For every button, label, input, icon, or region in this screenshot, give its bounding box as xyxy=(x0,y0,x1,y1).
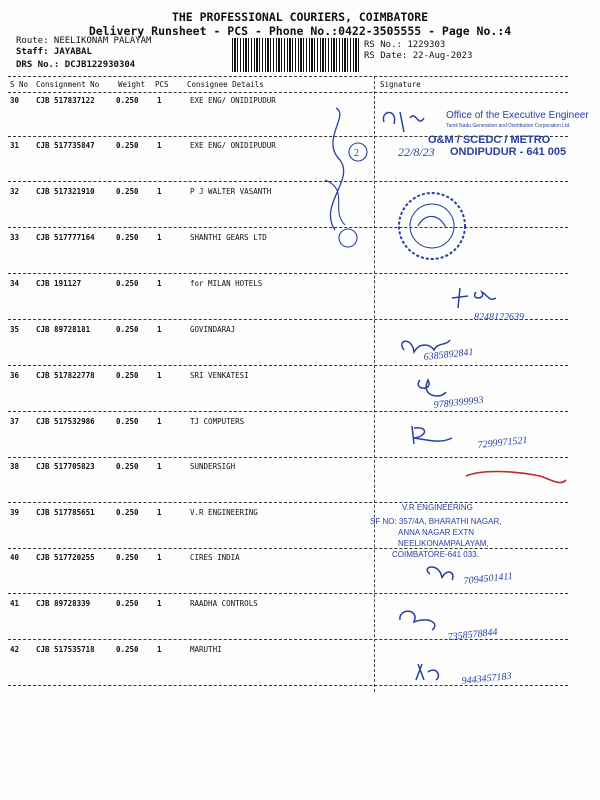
row-sno: 37 xyxy=(10,417,20,426)
firm-stamp-line2: SF NO: 357/4A, BHARATHI NAGAR, xyxy=(370,517,502,526)
phone-37: 7299971521 xyxy=(477,434,529,451)
row-consignee: SUNDERSIGH xyxy=(190,462,236,471)
row-weight: 0.250 xyxy=(116,187,139,196)
row-weight: 0.250 xyxy=(116,599,139,608)
signature-40 xyxy=(427,567,453,580)
row-consignment-no: CJB 517705823 xyxy=(36,462,95,471)
office-stamp-line4: ONDIPUDUR - 641 005 xyxy=(450,146,567,158)
row-consignment-no: CJB 517735847 xyxy=(36,141,95,150)
row-consignee: EXE ENG/ ONIDIPUDUR xyxy=(190,96,276,105)
office-stamp-line3: O&M / SCEDC / METRO xyxy=(428,134,551,146)
circled-count-3 xyxy=(339,229,357,247)
row-consignee: CIRES INDIA xyxy=(190,553,240,562)
phone-35: 6385892841 xyxy=(423,346,475,363)
phone-36: 9789399993 xyxy=(433,394,485,411)
rs-date: RS Date: 22-Aug-2023 xyxy=(364,51,473,61)
phone-34: 8248122639 xyxy=(474,312,524,323)
row-weight: 0.250 xyxy=(116,553,139,562)
office-stamp-date: 22/8/23 xyxy=(398,145,435,159)
staff-label: Staff: JAYABAL xyxy=(16,47,92,57)
phone-40: 7094501411 xyxy=(463,570,514,587)
signature-41 xyxy=(400,611,435,630)
firm-stamp-line1: V.R ENGINEERING xyxy=(402,503,473,512)
row-pcs: 1 xyxy=(157,553,162,562)
row-consignee: GOVINDARAJ xyxy=(190,325,236,334)
col-header-pcs: PCS xyxy=(155,80,169,89)
row-weight: 0.250 xyxy=(116,417,139,426)
firm-stamp-line3: ANNA NAGAR EXTN xyxy=(398,528,475,537)
row-pcs: 1 xyxy=(157,279,162,288)
row-consignee: MARUTHI xyxy=(190,645,222,654)
signature-38 xyxy=(466,472,566,483)
row-weight: 0.250 xyxy=(116,645,139,654)
row-consignee: P J WALTER VASANTH xyxy=(190,187,272,196)
row-sno: 30 xyxy=(10,96,20,105)
col-header-consignee: Consignee Details xyxy=(187,80,264,89)
row-pcs: 1 xyxy=(157,96,162,105)
row-pcs: 1 xyxy=(157,508,162,517)
row-weight: 0.250 xyxy=(116,508,139,517)
row-pcs: 1 xyxy=(157,371,162,380)
row-consignee: SHANTHI GEARS LTD xyxy=(190,233,267,242)
row-consignment-no: CJB 517532986 xyxy=(36,417,95,426)
row-consignee: TJ COMPUTERS xyxy=(190,417,245,426)
row-sno: 39 xyxy=(10,508,20,517)
round-seal xyxy=(399,193,465,259)
row-consignment-no: CJB 517822778 xyxy=(36,371,95,380)
phone-42: 9443457183 xyxy=(461,670,513,687)
row-sno: 36 xyxy=(10,371,20,380)
circled-count-label: 2 xyxy=(354,148,359,159)
office-stamp-line2: Tamil Nadu Generation and Distribution Corporation Ltd. xyxy=(446,123,571,129)
row-consignment-no: CJB 517535718 xyxy=(36,645,95,654)
bracket-signature-lower xyxy=(325,180,345,225)
row-consignment-no: CJB 89728181 xyxy=(36,325,91,334)
row-sno: 32 xyxy=(10,187,20,196)
row-weight: 0.250 xyxy=(116,325,139,334)
col-header-signature: Signature xyxy=(380,80,421,89)
row-consignment-no: CJB 89728339 xyxy=(36,599,91,608)
col-header-weight: Weight xyxy=(118,80,146,89)
row-consignment-no: CJB 517785651 xyxy=(36,508,95,517)
signature-37 xyxy=(412,426,452,444)
row-consignment-no: CJB 517720255 xyxy=(36,553,95,562)
row-consignment-no: CJB 517321910 xyxy=(36,187,95,196)
signature-42 xyxy=(416,664,438,680)
runsheet-title: Delivery Runsheet - PCS - Phone No.:0422-3505555 - Page No.:4 xyxy=(88,24,512,38)
row-pcs: 1 xyxy=(157,645,162,654)
row-consignment-no: CJB 191127 xyxy=(36,279,82,288)
company-title: THE PROFESSIONAL COURIERS, COIMBATORE xyxy=(171,10,429,24)
row-consignee: SRI VENKATESI xyxy=(190,371,249,380)
row-consignee: EXE ENG/ ONIDIPUDUR xyxy=(190,141,276,150)
row-pcs: 1 xyxy=(157,141,162,150)
row-sno: 40 xyxy=(10,553,20,562)
row-weight: 0.250 xyxy=(116,279,139,288)
row-consignment-no: CJB 517837122 xyxy=(36,96,95,105)
row-consignment-no: CJB 517777164 xyxy=(36,233,95,242)
row-consignee: V.R ENGINEERING xyxy=(190,508,258,517)
route-label: Route: NEELIKONAM PALAYAM xyxy=(16,36,152,46)
col-header-consignment: Consignment No xyxy=(36,80,100,89)
row-consignee: RAADHA CONTROLS xyxy=(190,599,258,608)
row-weight: 0.250 xyxy=(116,233,139,242)
row-pcs: 1 xyxy=(157,187,162,196)
row-sno: 31 xyxy=(10,141,20,150)
row-weight: 0.250 xyxy=(116,96,139,105)
row-sno: 38 xyxy=(10,462,20,471)
row-consignee: for MILAN HOTELS xyxy=(190,279,263,288)
drs-number: DRS No.: DCJB122930304 xyxy=(16,60,136,70)
row-sno: 35 xyxy=(10,325,20,334)
firm-stamp-line4: NEELIKONAMPALAYAM, xyxy=(398,539,489,548)
row-weight: 0.250 xyxy=(116,462,139,471)
row-sno: 33 xyxy=(10,233,20,242)
row-pcs: 1 xyxy=(157,599,162,608)
signature-36 xyxy=(418,380,446,396)
col-header-sno: S No xyxy=(10,80,29,89)
signature-34 xyxy=(452,288,496,308)
row-weight: 0.250 xyxy=(116,141,139,150)
row-weight: 0.250 xyxy=(116,371,139,380)
row-pcs: 1 xyxy=(157,325,162,334)
rs-number: RS No.: 1229303 xyxy=(364,40,446,50)
firm-stamp-line5: COIMBATORE-641 033. xyxy=(392,550,479,559)
office-stamp-line1: Office of the Executive Engineer xyxy=(446,110,589,121)
row-sno: 41 xyxy=(10,599,20,608)
row-pcs: 1 xyxy=(157,462,162,471)
row-pcs: 1 xyxy=(157,417,162,426)
row-pcs: 1 xyxy=(157,233,162,242)
bracket-signature xyxy=(330,108,343,230)
phone-41: 7358578844 xyxy=(447,626,499,643)
signature-30 xyxy=(383,112,424,132)
row-sno: 34 xyxy=(10,279,20,288)
row-sno: 42 xyxy=(10,645,20,654)
